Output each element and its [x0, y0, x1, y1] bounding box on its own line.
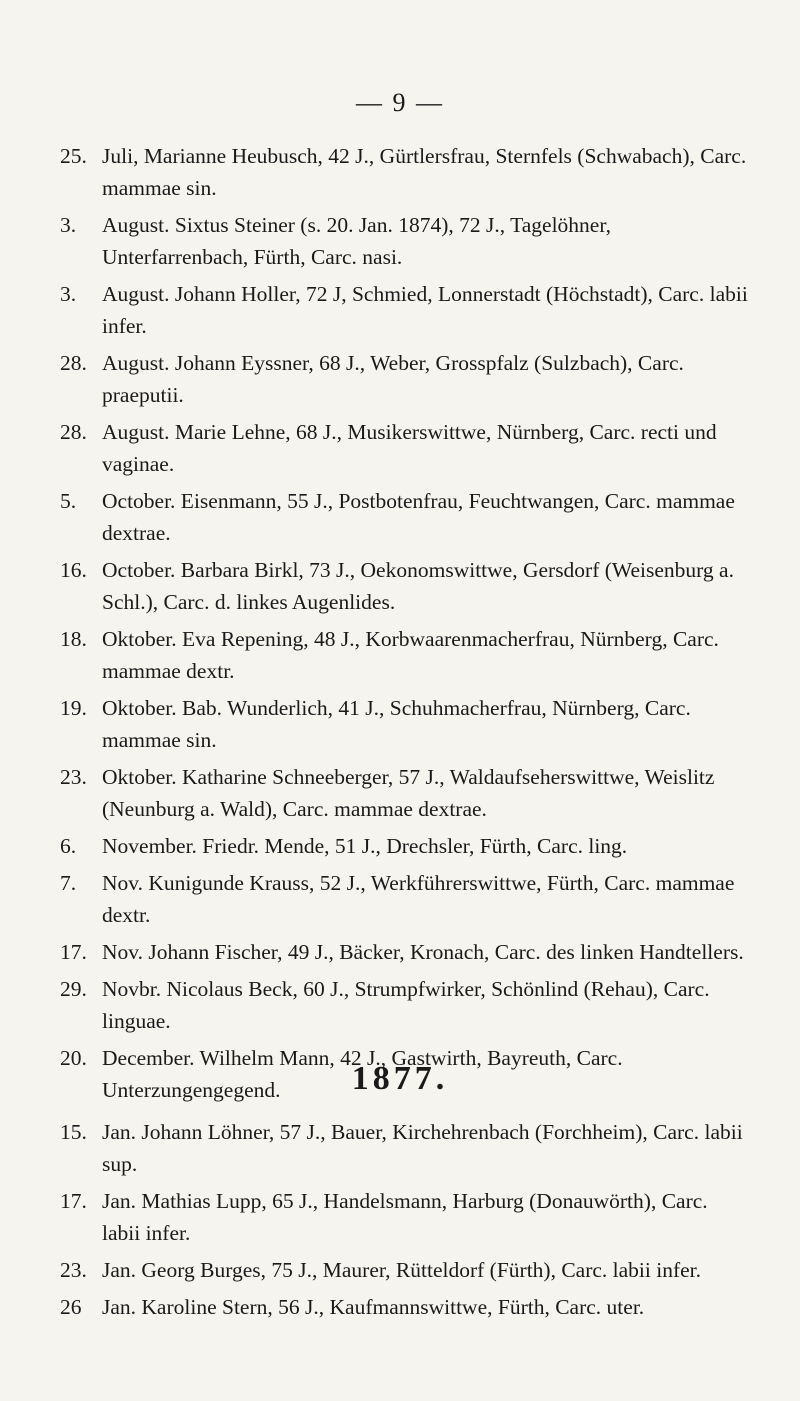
register-entry: [60, 936, 750, 968]
register-entry: [60, 140, 750, 204]
entry-number: 3.: [60, 282, 77, 306]
entry-text: Juli, Marianne Heubusch, 42 J., Gürtlersfrau, Sternfels (Schwabach), Carc. mammae sin.: [102, 144, 747, 200]
register-entry: [60, 485, 750, 549]
register-entry: [60, 761, 750, 825]
entry-text: August. Johann Holler, 72 J, Schmied, Lonnerstadt (Höchstadt), Carc. labii infer.: [102, 282, 748, 338]
entries-1877: [60, 1116, 750, 1328]
entry-text: Oktober. Katharine Schneeberger, 57 J., Waldaufseherswittwe, Weislitz (Neunburg a. Wald), Carc. mammae dextrae.: [102, 765, 715, 821]
entry-text: Jan. Mathias Lupp, 65 J., Handelsmann, Harburg (Donauwörth), Carc. labii infer.: [102, 1189, 708, 1245]
entry-number: 18.: [60, 627, 87, 651]
register-entry: [60, 623, 750, 687]
entries-1876: [60, 140, 750, 1111]
entry-number: 17.: [60, 940, 87, 964]
entry-number: 15.: [60, 1120, 87, 1144]
entry-text: November. Friedr. Mende, 51 J., Drechsler, Fürth, Carc. ling.: [102, 834, 628, 858]
entry-text: August. Marie Lehne, 68 J., Musikerswittwe, Nürnberg, Carc. recti und vaginae.: [102, 420, 717, 476]
entry-number: 20.: [60, 1046, 87, 1070]
register-entry: [60, 830, 750, 862]
entry-number: 25.: [60, 144, 87, 168]
entry-number: 7.: [60, 871, 77, 895]
entry-number: 3.: [60, 213, 77, 237]
register-entry: [60, 1185, 750, 1249]
entry-number: 6.: [60, 834, 77, 858]
entry-number: 26: [60, 1295, 82, 1319]
entry-number: 5.: [60, 489, 77, 513]
register-entry: [60, 278, 750, 342]
entry-text: Jan. Georg Burges, 75 J., Maurer, Rütteldorf (Fürth), Carc. labii infer.: [102, 1258, 702, 1282]
register-entry: [60, 554, 750, 618]
entry-number: 28.: [60, 351, 87, 375]
entry-number: 23.: [60, 1258, 87, 1282]
register-entry: [60, 1254, 750, 1286]
entry-number: 17.: [60, 1189, 87, 1213]
entry-text: August. Johann Eyssner, 68 J., Weber, Grosspfalz (Sulzbach), Carc. praeputii.: [102, 351, 684, 407]
entry-number: 23.: [60, 765, 87, 789]
register-entry: [60, 867, 750, 931]
entry-text: Jan. Karoline Stern, 56 J., Kaufmannswittwe, Fürth, Carc. uter.: [102, 1295, 645, 1319]
entry-text: August. Sixtus Steiner (s. 20. Jan. 1874), 72 J., Tagelöhner, Unterfarrenbach, Fürth, Carc. nasi.: [102, 213, 612, 269]
entry-number: 28.: [60, 420, 87, 444]
entry-text: Oktober. Eva Repening, 48 J., Korbwaarenmacherfrau, Nürnberg, Carc. mammae dextr.: [102, 627, 719, 683]
entry-text: December. Wilhelm Mann, 42 J., Gastwirth, Bayreuth, Carc. Unterzungengegend.: [102, 1046, 623, 1102]
register-entry: [60, 692, 750, 756]
register-entry: [60, 1116, 750, 1180]
entry-text: Nov. Johann Fischer, 49 J., Bäcker, Kronach, Carc. des linken Handtellers.: [102, 940, 744, 964]
register-entry: [60, 209, 750, 273]
register-entry: [60, 347, 750, 411]
register-entry: [60, 1291, 750, 1323]
register-entry: [60, 973, 750, 1037]
entry-text: October. Eisenmann, 55 J., Postbotenfrau, Feuchtwangen, Carc. mammae dextrae.: [102, 489, 735, 545]
entry-number: 29.: [60, 977, 87, 1001]
entry-text: October. Barbara Birkl, 73 J., Oekonomswittwe, Gersdorf (Weisenburg a. Schl.), Carc. d. linkes Augenlides.: [102, 558, 734, 614]
entry-number: 16.: [60, 558, 87, 582]
entry-number: 19.: [60, 696, 87, 720]
page-number: — 9 —: [356, 88, 444, 117]
entry-text: Jan. Johann Löhner, 57 J., Bauer, Kirchehrenbach (Forchheim), Carc. labii sup.: [102, 1120, 743, 1176]
year-heading: 1877.: [351, 1060, 449, 1097]
register-entry: [60, 416, 750, 480]
entry-text: Nov. Kunigunde Krauss, 52 J., Werkführerswittwe, Fürth, Carc. mammae dextr.: [102, 871, 735, 927]
entry-text: Novbr. Nicolaus Beck, 60 J., Strumpfwirker, Schönlind (Rehau), Carc. linguae.: [102, 977, 710, 1033]
entry-text: Oktober. Bab. Wunderlich, 41 J., Schuhmacherfrau, Nürnberg, Carc. mammae sin.: [102, 696, 691, 752]
